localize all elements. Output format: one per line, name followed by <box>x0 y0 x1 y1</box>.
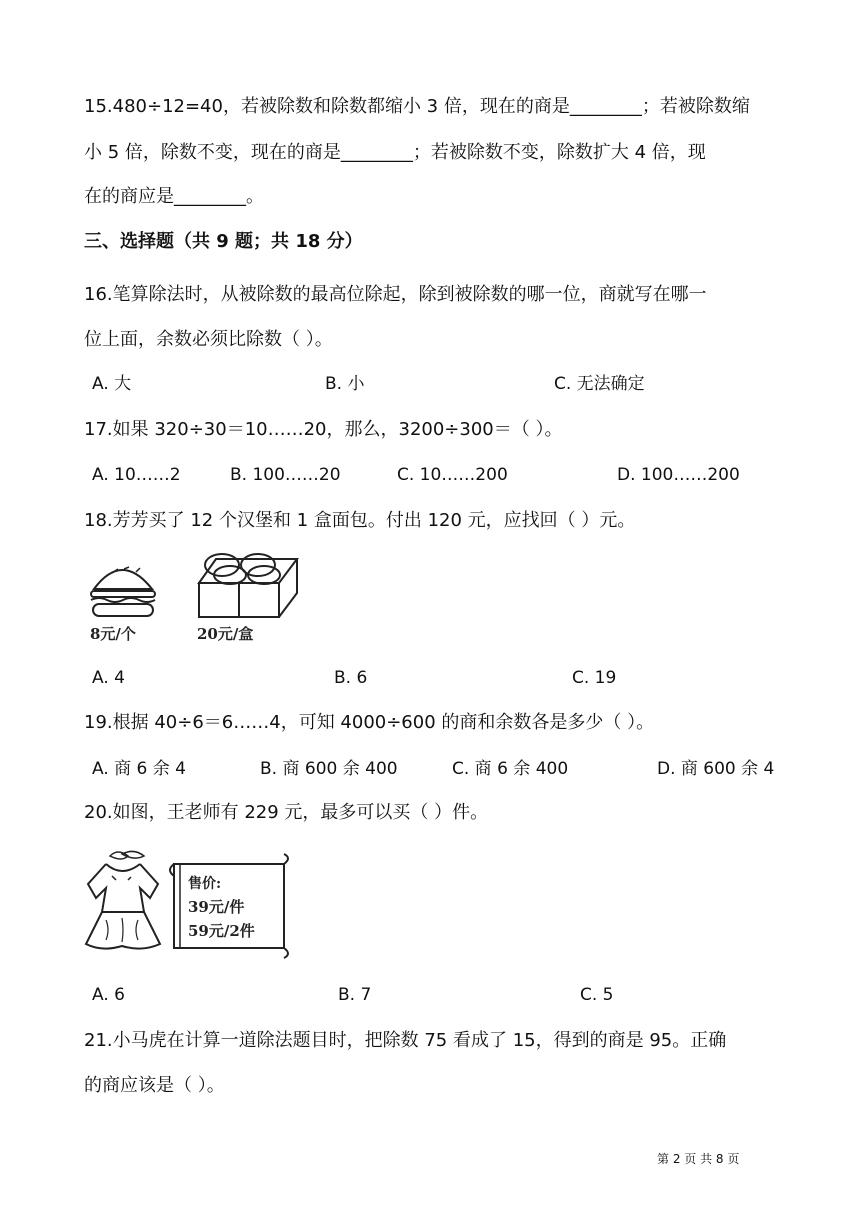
q17-option-d[interactable]: D. 100……200 <box>617 465 740 485</box>
price-two-items-label: 59元/2件 <box>188 922 255 940</box>
sign-title-label: 售价: <box>188 876 222 892</box>
q15-line-2: 小 5 倍，除数不变，现在的商是________；若被除数不变，除数扩大 4 倍，现 <box>84 142 706 163</box>
q18-stem: 18.芳芳买了 12 个汉堡和 1 盒面包。付出 120 元，应找回（ ）元。 <box>84 510 636 531</box>
q19-option-b[interactable]: B. 商 600 余 400 <box>260 759 398 779</box>
q15-line-1: 15.480÷12=40，若被除数和除数都缩小 3 倍，现在的商是________；若被除数缩 <box>84 96 750 117</box>
burger-icon <box>91 567 155 616</box>
q21-line-2: 的商应该是（ ）。 <box>84 1075 225 1096</box>
q19-option-c[interactable]: C. 商 6 余 400 <box>452 759 569 779</box>
q16-line-2: 位上面，余数必须比除数（ ）。 <box>84 329 333 350</box>
q18-option-c[interactable]: C. 19 <box>572 668 617 688</box>
bread-box-price-label: 20元/盒 <box>197 625 254 643</box>
dress-icon <box>86 851 160 948</box>
page-number: 第 2 页 共 8 页 <box>657 1152 740 1166</box>
burger-price-label: 8元/个 <box>90 625 136 643</box>
q17-option-b[interactable]: B. 100……20 <box>230 465 341 485</box>
q16-option-c[interactable]: C. 无法确定 <box>554 374 645 394</box>
section-title: 三、选择题（共 9 题；共 18 分） <box>84 231 363 252</box>
q16-option-a[interactable]: A. 大 <box>92 374 132 394</box>
q16-line-1: 16.笔算除法时，从被除数的最高位除起，除到被除数的哪一位，商就写在哪一 <box>84 284 707 305</box>
q15-line-3: 在的商应是________。 <box>84 186 264 207</box>
q20-stem: 20.如图，王老师有 229 元，最多可以买（ ）件。 <box>84 802 489 823</box>
q20-figure <box>82 850 294 960</box>
q18-figure <box>82 545 307 650</box>
q20-option-c[interactable]: C. 5 <box>580 985 614 1005</box>
q18-option-a[interactable]: A. 4 <box>92 668 125 688</box>
q19-option-d[interactable]: D. 商 600 余 4 <box>657 759 775 779</box>
q17-stem: 17.如果 320÷30＝10……20，那么，3200÷300＝（ ）。 <box>84 419 563 440</box>
q19-stem: 19.根据 40÷6＝6……4，可知 4000÷600 的商和余数各是多少（ ）。 <box>84 712 655 733</box>
q17-option-c[interactable]: C. 10……200 <box>397 465 508 485</box>
q20-option-a[interactable]: A. 6 <box>92 985 125 1005</box>
bread-box-icon <box>199 554 297 617</box>
q21-line-1: 21.小马虎在计算一道除法题目时，把除数 75 看成了 15，得到的商是 95。正确 <box>84 1030 727 1051</box>
q20-option-b[interactable]: B. 7 <box>338 985 372 1005</box>
q16-option-b[interactable]: B. 小 <box>325 374 365 394</box>
price-per-item-label: 39元/件 <box>188 898 245 916</box>
q18-option-b[interactable]: B. 6 <box>334 668 368 688</box>
q19-option-a[interactable]: A. 商 6 余 4 <box>92 759 186 779</box>
q17-option-a[interactable]: A. 10……2 <box>92 465 181 485</box>
